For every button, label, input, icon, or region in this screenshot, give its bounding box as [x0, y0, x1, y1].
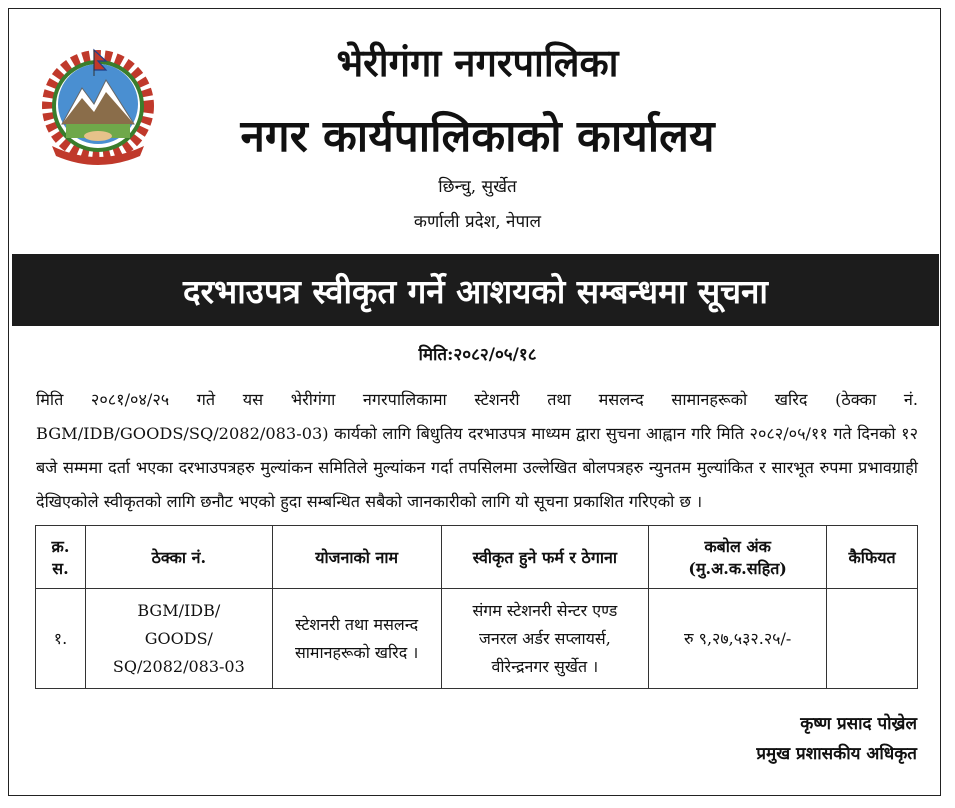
municipality-name: भेरीगंगा नगरपालिका: [336, 40, 619, 85]
cell-project-name: स्टेशनरी तथा मसलन्द सामानहरूको खरिद ।: [272, 589, 441, 689]
office-name: नगर कार्यपालिकाको कार्यालय: [240, 111, 715, 162]
cell-contract-no: BGM/IDB/ GOODS/ SQ/2082/083-03: [85, 589, 272, 689]
signatory-designation: प्रमुख प्रशासकीय अधिकृत: [756, 744, 917, 764]
header-remarks: कैफियत: [827, 526, 918, 589]
header-sn: क्र. स.: [36, 526, 86, 589]
table-header-row: [36, 526, 918, 589]
notice-body: मिति २०८१/०४/२५ गते यस भेरीगंगा नगरपालिकामा स्टेशनरी तथा मसलन्द सामानहरूको खरिद (ठेक्का नं. BGM/IDB/GOODS/SQ/2082/083-03) कार्यको लागि बिधुतिय दरभाउपत्र माध्यम द्वारा सुचना आह्वान गरि मिति २०८२/०५/११ गते दिनको १२ बजे सम्ममा दर्ता भएका दरभाउपत्रहरु मुल्यांकन समितिले मुल्यांकन गर्दा तपसिलमा उल्लेखित बोलपत्रहरु न्युनतम मुल्यांकित र सारभूत रुपमा प्रभावग्राही देखिएकोले स्वीकृतको लागि छनौट भएको हुदा सम्बन्धित सबैको जानकारीको लागि यो सूचना प्रकाशित गरिएको छ ।: [36, 390, 918, 511]
cell-firm: संगम स्टेशनरी सेन्टर एण्ड जनरल अर्डर सप्लायर्स, वीरेन्द्रनगर सुर्खेत ।: [441, 589, 649, 689]
award-table: [35, 525, 918, 689]
header-firm: स्वीकृत हुने फर्म र ठेगाना: [441, 526, 649, 589]
notice-title-banner: [12, 254, 939, 326]
cell-sn: १.: [36, 589, 86, 689]
header-contract-no: ठेक्का नं.: [85, 526, 272, 589]
address-line-2: कर्णाली प्रदेश, नेपाल: [413, 212, 542, 232]
address-line-1: छिन्चु, सुर्खेत: [438, 177, 517, 197]
notice-date: मिति:२०८२/०५/१८: [418, 345, 537, 365]
cell-remarks: [827, 589, 918, 689]
cell-amount: रु ९,२७,५३२.२५/-: [649, 589, 827, 689]
table-row: [36, 589, 918, 689]
header-amount: कबोल अंक (मु.अ.क.सहित): [649, 526, 827, 589]
notice-title: दरभाउपत्र स्वीकृत गर्ने आशयको सम्बन्धमा सूचना: [183, 271, 768, 311]
signatory-name: कृष्ण प्रसाद पोख्रेल: [800, 714, 917, 734]
header-project-name: योजनाको नाम: [272, 526, 441, 589]
